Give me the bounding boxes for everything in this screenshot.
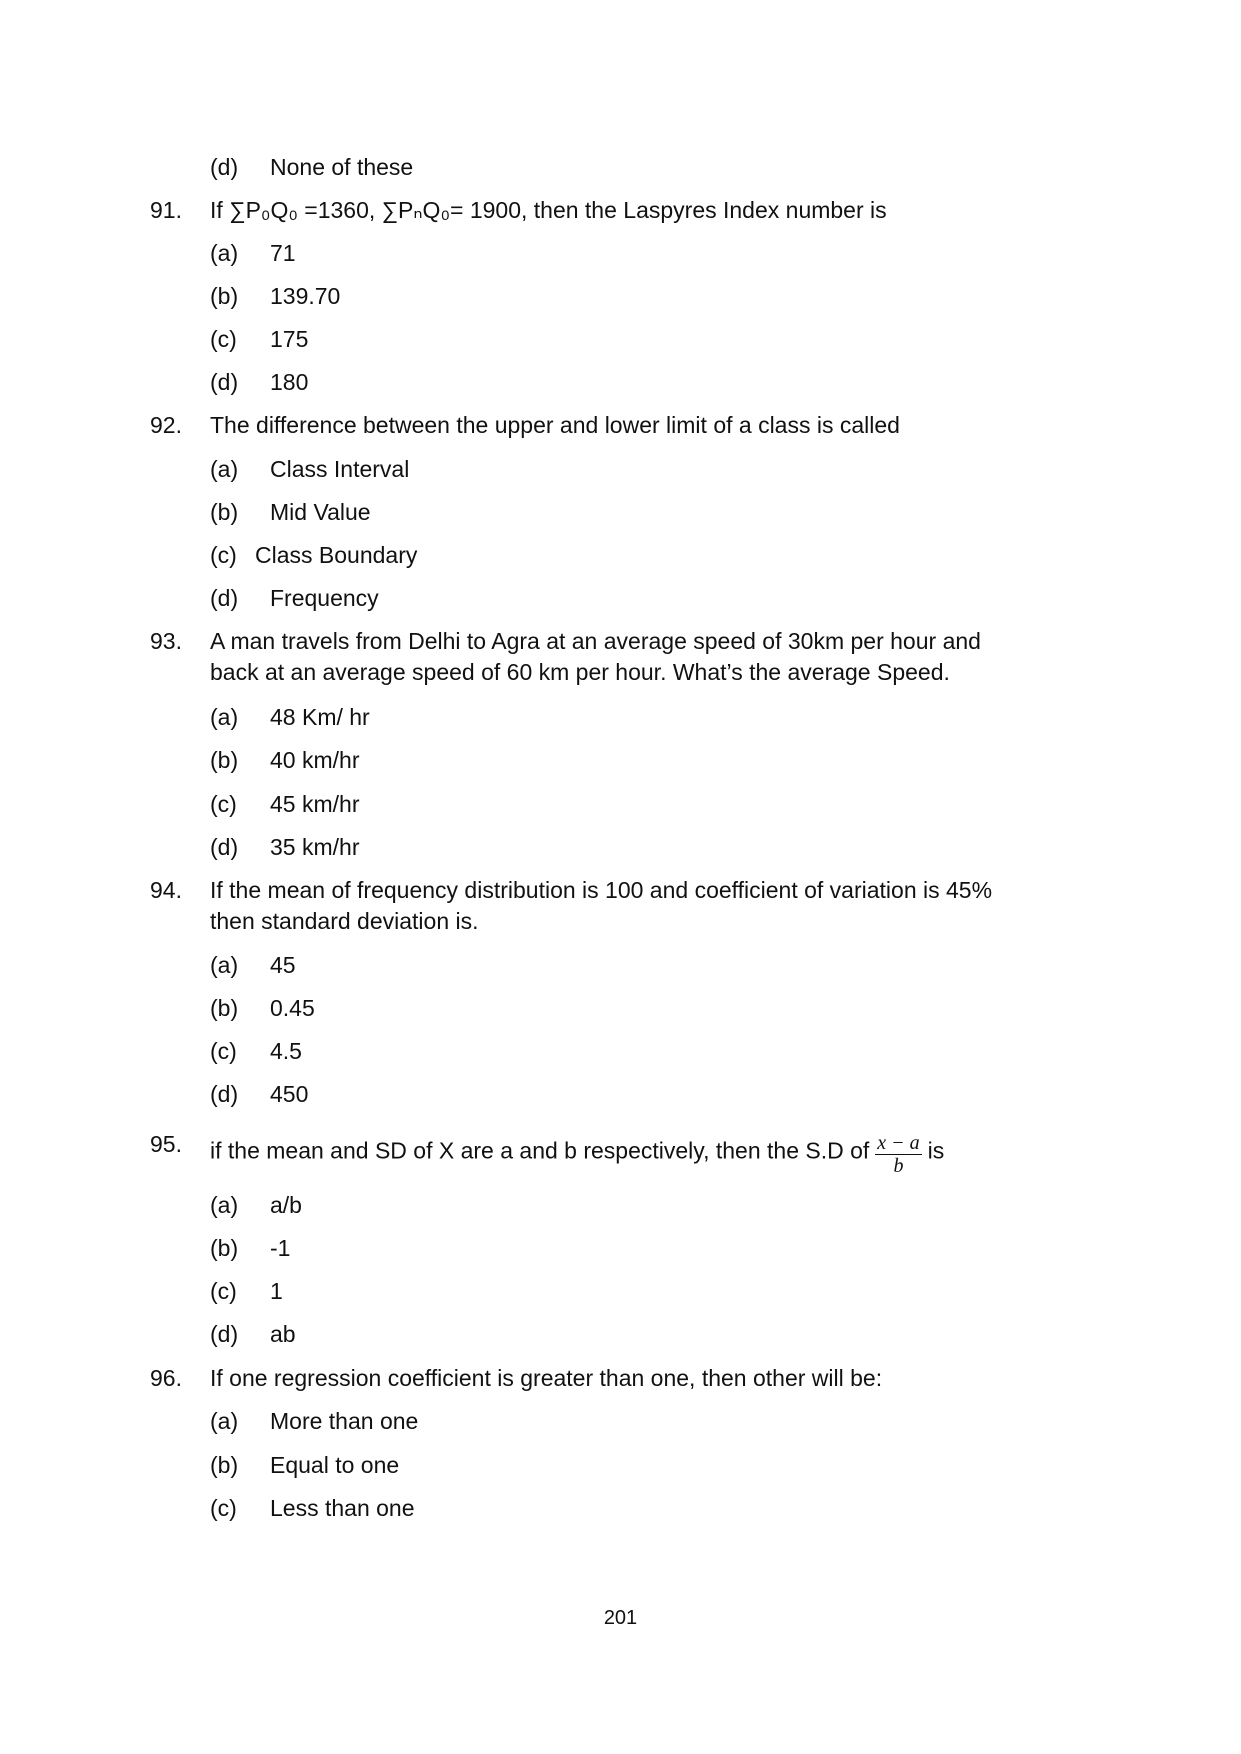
- option-key: (b): [210, 747, 239, 773]
- option-text: Mid Value: [270, 499, 371, 525]
- option-text: 35 km/hr: [270, 834, 360, 860]
- option-key: (d): [210, 585, 239, 611]
- question-number: 96.: [150, 1365, 182, 1391]
- option-key: (d): [210, 1081, 239, 1107]
- question-number: 92.: [150, 412, 182, 438]
- option-text: 48 Km/ hr: [270, 704, 370, 730]
- option-text: ab: [270, 1321, 296, 1347]
- option-key: (a): [210, 1192, 239, 1218]
- option-key: (b): [210, 499, 239, 525]
- option-text: 71: [270, 240, 296, 266]
- option-text: 40 km/hr: [270, 747, 360, 773]
- option-text: 180: [270, 369, 309, 395]
- question-text: [210, 1130, 944, 1175]
- page-number: 201: [603, 1607, 638, 1629]
- question-text: If the mean of frequency distribution is 100 and coefficient of variation is 45%: [210, 877, 993, 903]
- option-text: 45: [270, 952, 296, 978]
- option-text: More than one: [270, 1408, 419, 1434]
- option-text: None of these: [270, 154, 414, 180]
- option-key: (c): [210, 542, 237, 568]
- option-text: 0.45: [270, 995, 315, 1021]
- option-text: Class Boundary: [255, 542, 418, 568]
- option-key: (d): [210, 834, 239, 860]
- fraction-numerator: x − a: [877, 1132, 920, 1154]
- option-text: 139.70: [270, 283, 341, 309]
- option-key: (c): [210, 1038, 237, 1064]
- fraction-denominator: b: [893, 1155, 904, 1177]
- question-text: The difference between the upper and lower limit of a class is called: [210, 412, 900, 438]
- option-key: (d): [210, 369, 239, 395]
- option-key: (b): [210, 1235, 239, 1261]
- option-key: (d): [210, 1321, 239, 1347]
- option-key: (b): [210, 1452, 239, 1478]
- question-text-after: is: [927, 1137, 945, 1164]
- option-key: (a): [210, 1408, 239, 1434]
- question-text-before: if the mean and SD of X are a and b respectively, then the S.D of: [210, 1137, 870, 1164]
- option-key: (a): [210, 952, 239, 978]
- question-number: 91.: [150, 197, 182, 223]
- option-key: (a): [210, 704, 239, 730]
- option-key: (b): [210, 283, 239, 309]
- question-number: 93.: [150, 628, 182, 654]
- question-number: 95.: [150, 1131, 182, 1157]
- option-text: 450: [270, 1081, 309, 1107]
- question-text: If ∑P₀Q₀ =1360, ∑PₙQ₀= 1900, then the Laspyres Index number is: [210, 197, 887, 223]
- option-key: (a): [210, 456, 239, 482]
- question-number: 94.: [150, 877, 182, 903]
- option-key: (c): [210, 1278, 237, 1304]
- option-text: 1: [270, 1278, 283, 1304]
- option-key: (c): [210, 1495, 237, 1521]
- option-text: Class Interval: [270, 456, 410, 482]
- option-key: (c): [210, 791, 237, 817]
- question-text: If one regression coefficient is greater than one, then other will be:: [210, 1365, 883, 1391]
- question-text: then standard deviation is.: [210, 908, 479, 934]
- fraction-expression: [875, 1132, 921, 1177]
- option-key: (d): [210, 154, 239, 180]
- option-key: (a): [210, 240, 239, 266]
- option-text: 175: [270, 326, 309, 352]
- option-text: a/b: [270, 1192, 302, 1218]
- option-text: 45 km/hr: [270, 791, 360, 817]
- option-text: Less than one: [270, 1495, 415, 1521]
- question-text: A man travels from Delhi to Agra at an average speed of 30km per hour and: [210, 628, 981, 654]
- option-text: Frequency: [270, 585, 379, 611]
- option-text: -1: [270, 1235, 291, 1261]
- option-text: 4.5: [270, 1038, 302, 1064]
- question-text: back at an average speed of 60 km per hour. What’s the average Speed.: [210, 659, 950, 685]
- option-key: (b): [210, 995, 239, 1021]
- option-key: (c): [210, 326, 237, 352]
- option-text: Equal to one: [270, 1452, 400, 1478]
